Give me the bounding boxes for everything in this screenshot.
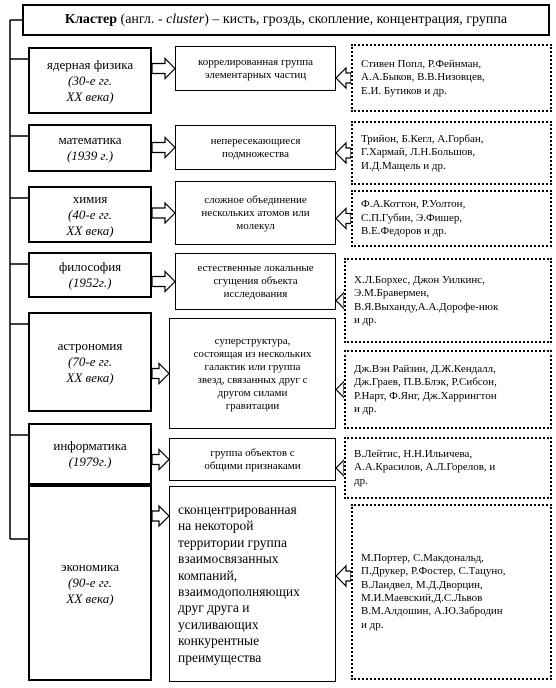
arrow-from-authors (336, 209, 351, 229)
field-name: ядерная физика (46, 56, 134, 72)
definition-box-line: взаимосвязанных (178, 551, 279, 567)
field-period: (1939 г.) (66, 148, 114, 163)
authors-box-line: Э.М.Бравермен, (354, 287, 430, 300)
field-period: (30-е гг. (68, 72, 112, 88)
field-name: астрономия (57, 338, 123, 353)
definition-box-line: усиливающих (178, 616, 259, 632)
arrow-from-authors (336, 68, 351, 88)
definition-box-text (211, 135, 301, 161)
definition-box (175, 125, 336, 170)
field-box (28, 312, 152, 412)
authors-box-line: М.И.Маевский,Д.С.Львов (361, 592, 483, 604)
authors-box-line: Дж.Вэн Райзин, Д.Ж.Кендалл, (354, 362, 496, 375)
field-name: философия (58, 259, 122, 274)
authors-box-text (361, 133, 483, 173)
definition-box-line: другом силами (217, 386, 288, 399)
field-period: XX века) (66, 370, 114, 385)
definition-box-line: группа объектов с (210, 446, 295, 459)
field-box (28, 485, 152, 681)
authors-box-line: и др. (361, 618, 384, 631)
authors-box-line: В.Ландвел, М.Д.Дворцин, (361, 578, 483, 591)
definition-box-line: сконцентрированная (178, 501, 297, 517)
authors-box-line: В.Я.Выханду,А.А.Дорофе-нюк (354, 300, 499, 313)
authors-box-line: А.А.Красилов, А.Л.Горелов, и (354, 461, 496, 474)
authors-box-line: Е.И. Бутиков и др. (361, 84, 447, 97)
arrow-to-definition (152, 272, 175, 292)
authors-box-text (361, 552, 505, 632)
field-name: информатика (53, 438, 127, 453)
authors-box-line: Ф.А.Коттон, Р.Уолтон, (361, 198, 466, 211)
title-rest-word: cluster (166, 12, 205, 27)
definition-box-text (198, 56, 313, 82)
authors-box (351, 44, 552, 112)
field-period: (90-е гг. (68, 575, 112, 590)
definition-box-line: преимущества (178, 649, 262, 665)
definition-box (175, 253, 336, 310)
definition-box (175, 46, 336, 91)
definition-box-line: непересекающиеся (210, 134, 301, 147)
authors-box-text (361, 58, 485, 98)
definition-box-line: сгущения объекта (213, 275, 298, 287)
arrow-to-definition (152, 364, 169, 384)
definition-box-line: галактик или группа (204, 360, 301, 373)
authors-box-line: Дж.Граев, П.В.Блэк, Р.Сибсон, (354, 376, 497, 389)
authors-box-line: В.Е.Федоров и др. (361, 225, 447, 238)
definition-box (169, 438, 336, 481)
definition-box-line: на некоторой (178, 518, 254, 534)
authors-box-text (361, 198, 465, 238)
arrow-from-authors (336, 566, 351, 586)
field-name: химия (72, 190, 108, 206)
definition-box-line: гравитации (225, 399, 280, 412)
authors-box-line: С.П.Губин, Э.Фишер, (361, 211, 463, 224)
authors-box (344, 350, 552, 429)
definition-box-line: состоящая из нескольких (193, 347, 312, 360)
definition-box-line: нескольких атомов или (201, 206, 310, 219)
authors-box-text (354, 274, 498, 328)
definition-box-line: суперструктура, (214, 334, 291, 347)
definition-box-line: молекул (236, 219, 275, 232)
definition-box-line: коррелированная группа (198, 55, 313, 68)
title-box (22, 4, 550, 36)
authors-box-line: Стивен Попл, Р.Фейнман, (361, 57, 482, 70)
definition-box (169, 486, 336, 682)
arrow-to-definition (152, 506, 169, 526)
title-rest-prefix: (англ. - (117, 12, 167, 27)
title-rest-suffix: ) – кисть, гроздь, скопление, концентрация, группа (204, 12, 508, 27)
definition-box-line: компаний, (178, 567, 238, 583)
authors-box-line: Трийон, Б.Кегл, А.Горбан, (361, 132, 484, 145)
field-box (28, 124, 152, 172)
arrow-from-authors (336, 143, 351, 163)
definition-box (169, 318, 336, 429)
authors-box (351, 190, 552, 247)
field-period: (1952г.) (68, 275, 112, 290)
authors-box-line: др. (354, 474, 368, 487)
authors-box (351, 121, 552, 185)
field-period: (1979г.) (68, 454, 112, 469)
arrow-to-definition (152, 59, 175, 79)
field-name: математика (58, 132, 122, 147)
field-box (28, 47, 152, 114)
definition-box-line: звезд, связанных друг с (197, 373, 308, 386)
definition-box-text (197, 262, 313, 301)
field-box (28, 252, 152, 298)
definition-box (175, 181, 336, 245)
authors-box-line: и др. (354, 313, 377, 326)
arrow-to-definition (152, 203, 175, 223)
field-period: (40-е гг. (68, 206, 112, 222)
authors-box-line: А.А.Быков, В.В.Низовцев, (361, 71, 485, 84)
title-term-wrap (65, 12, 507, 28)
authors-box-line: и др. (354, 402, 377, 415)
authors-box-line: Х.Л.Борхес, Джон Уилкинс, (354, 273, 485, 286)
field-period: XX века) (66, 88, 114, 104)
definition-box-text (204, 447, 300, 473)
definition-box-text (178, 502, 300, 666)
authors-box-text (354, 448, 495, 488)
definition-box-text (201, 194, 309, 233)
field-box (28, 423, 152, 485)
authors-box (344, 258, 552, 343)
arrow-to-definition (152, 138, 175, 158)
definition-box-line: сложное объединение (204, 193, 307, 206)
definition-box-line: подмножества (222, 147, 289, 160)
authors-box-line: В.М.Алдошин, А.Ю.Забродин (361, 605, 503, 618)
authors-box-line: И.Д.Мащель и др. (361, 159, 446, 172)
definition-box-line: конкурентные (178, 633, 260, 649)
definition-box-line: элементарных частиц (204, 68, 307, 81)
authors-box-line: В.Лейтис, Н.Н.Ильичева, (354, 447, 473, 460)
arrow-to-definition (152, 450, 169, 470)
definition-box-text (194, 335, 312, 413)
title-term: Кластер (64, 12, 118, 27)
field-box (28, 186, 152, 243)
authors-box (344, 437, 552, 499)
definition-box-line: друг друга и (178, 600, 250, 616)
definition-box-line: общими признаками (204, 459, 301, 472)
field-period: (70-е гг. (68, 354, 112, 369)
authors-box-line: Р.Нарт, Ф.Янг, Дж.Харрингтон (354, 389, 497, 402)
definition-box-line: естественные локальные (197, 262, 314, 274)
field-name: экономика (60, 559, 120, 574)
authors-box-line: Г.Хармай, Л.Н.Большов, (361, 146, 476, 159)
authors-box-text (354, 363, 497, 417)
authors-box (351, 504, 552, 680)
authors-box-line: М.Портер, С.Макдональд, (361, 551, 484, 564)
field-period: XX века) (66, 591, 114, 606)
authors-box-line: П.Друкер, Р.Фостер, С.Тацуно, (361, 565, 506, 578)
definition-box-line: территории группа (178, 534, 287, 550)
definition-box-line: исследования (223, 288, 288, 300)
definition-box-line: взаимодополняющих (178, 584, 300, 599)
field-period: XX века) (66, 222, 114, 238)
